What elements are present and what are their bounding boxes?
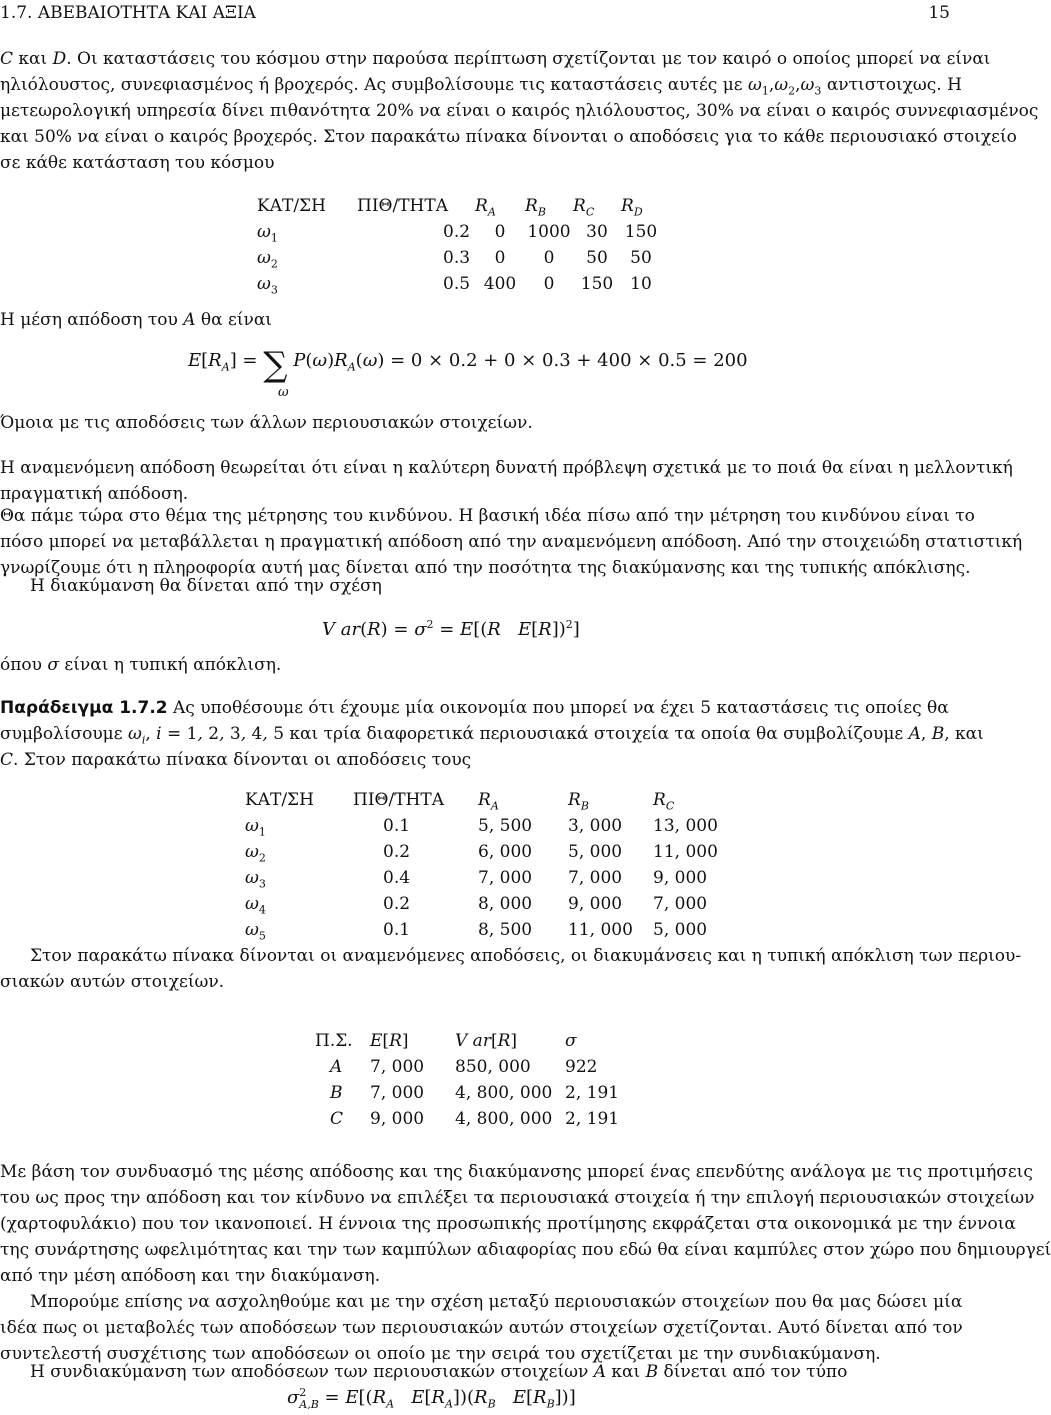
final-para1-line-4: της συνάρτησης ωφελιμότητας και την των καμπύλων αδιαφορίας που εδώ θα είναι καμπύλες στον χώρο που δημιουργεί (0, 1240, 1051, 1260)
intro-line-2: ηλιόλουστος, συνεφιασμένος ή βροχερός. Ας συμβολίσουμε τις καταστάσεις αυτές με $\omega_1,\omega_2,\omega_3$ αντιστοιχως. Η (0, 75, 962, 98)
equation-covariance: $\sigma^2_{A,B} = E[(R_A$ $E[R_A])(R_B$ $E[R_B]$)] (287, 1386, 576, 1411)
risk-text-line-2: πόσο μπορεί να μεταβάλλεται η πραγματική απόδοση από την αναμενόμενη απόδοση. Από την στοιχειώδη στατιστική (0, 532, 1023, 552)
table-row: $\omega_4$ 0.2 8, 000 9, 000 7, 000 (245, 894, 708, 917)
variance-intro: Η διακύμανση θα δίνεται από την σχέση (30, 576, 382, 596)
table-header: ΚΑΤ/ΣΗ (245, 790, 314, 810)
table-header-row (315, 1028, 619, 1054)
page-number: 15 (928, 3, 950, 23)
table-row: $\omega_5$ 0.1 8, 500 11, 000 5, 000 (245, 920, 708, 943)
table-row: $\omega_2$ 0.2 6, 000 5, 000 11, 000 (245, 842, 718, 865)
example-title: Παράδειγμα 1.7.2 (0, 698, 168, 718)
table-row: $\omega_1$ 0.1 5, 500 3, 000 13, 000 (245, 816, 718, 839)
equation-variance: V $ar(R) = \sigma^2 = E[(R$ E[R])$^2$] (322, 618, 580, 640)
intro-line-3: μετεωρολογική υπηρεσία δίνει πιθανότητα 20% να είναι ο καιρός ηλιόλουστος, 30% να είναι ο καιρός συννεφιασμένος (0, 101, 1039, 121)
table-header: ΠΙΘ/ΤΗΤΑ (357, 196, 448, 216)
table-row: $\omega_3$ 0.5 400 0 150 10 (257, 274, 652, 297)
final-para1-line-5: από την μέση απόδοση και την διακύμανση. (0, 1266, 381, 1286)
intro-line-1: C και D. Οι καταστάσεις του κόσμου στην παρούσα περίπτωση σχετίζονται με τον καιρό ο οποίος μπορεί να είναι (0, 49, 991, 69)
final-para2-line-3: συντελεστή συσχέτισης των αποδόσεων οι οποίο με την σειρά του σχετίζεται με την συνδιακύμανση. (0, 1344, 881, 1364)
table-header-row (245, 787, 723, 813)
table-row: B 7, 000 4, 800, 000 2, 191 (330, 1083, 620, 1103)
table-header-row (257, 193, 661, 219)
intro-line-4: και 50% να είναι ο καιρός βροχερός. Στον παρακάτω πίνακα δίνονται ο αποδόσεις για το κάθε περιουσιακό στοιχείο (0, 127, 1017, 147)
sigma-text: όπου σ είναι η τυπική απόκλιση. (0, 655, 282, 675)
stats-table (315, 1028, 619, 1132)
table-header: $R_A$ (478, 790, 499, 813)
table-row: $\omega_1$ 0.2 0 1000 30 150 (257, 222, 658, 245)
table-header: $R_A$ (475, 196, 496, 219)
table-row: C 9, 000 4, 800, 000 2, 191 (330, 1109, 620, 1129)
risk-text-line-1: Θα πάμε τώρα στο θέμα της μέτρησης του κινδύνου. Η βασική ιδέα πίσω από την μέτρηση του κινδύνου είναι το (0, 506, 975, 526)
table-header: $R_B$ (525, 196, 546, 219)
covariance-text: Η συνδιακύμανση των αποδόσεων των περιουσιακών στοιχείων A και B δίνεται από τον τύπο (30, 1362, 848, 1382)
table-row: A 7, 000 850, 000 922 (330, 1057, 598, 1077)
table-header: $R_B$ (568, 790, 589, 813)
final-para1-line-3: (χαρτοφυλάκιο) που τον ικανοποιεί. Η έννοια της προσωπικής προτίμησης εκφράζεται στα οικονομικά με την έννοια (0, 1214, 1016, 1234)
expected-text-line-2: πραγματική απόδοση. (0, 484, 189, 504)
similar-text: Όμοια με τις αποδόσεις των άλλων περιουσιακών στοιχείων. (0, 413, 533, 433)
intro-line-5: σε κάθε κατάσταση του κόσμου (0, 153, 275, 173)
final-para2-line-2: ιδέα πως οι μεταβολές των αποδόσεων των περιουσιακών αυτών στοιχείων σχετίζονται. Αυτό δίνεται από τον (0, 1318, 963, 1338)
table-header: Π.Σ. (315, 1031, 353, 1051)
returns-table-2 (245, 787, 723, 943)
risk-text-line-3: γνωρίζουμε ότι η πληροφορία αυτή μας δίνεται από την ποσότητα της διακύμανσης και της τυπικής απόκλισης. (0, 558, 971, 578)
equation-expected-return: $E[R_A]$ = ∑ $P(\omega)R_A(\omega) = 0 \times 0.2 + 0 \times 0.3 + 400 \times 0.5 = 200$ (188, 345, 748, 385)
table-header: V ar[R] (455, 1031, 518, 1051)
example-line-2: συμβολίσουμε $\omega_i$, i = 1, 2, 3, 4, 5 και τρία διαφορετικά περιουσιακά στοιχεία τα οποία θα συμβολίζουμε A, B, και (0, 724, 984, 747)
expected-text-line-1: Η αναμενόμενη απόδοση θεωρείται ότι είναι η καλύτερη δυνατή πρόβλεψη σχετικά με το ποιά θα είναι η μελλοντική (0, 458, 1013, 478)
final-para1-line-2: του ως προς την απόδοση και τον κίνδυνο να επιλέξει τα περιουσιακά στοιχεία ή την επιλογή περιουσιακών στοιχείων (0, 1188, 1035, 1208)
table-row: $\omega_2$ 0.3 0 0 50 50 (257, 248, 652, 271)
page-header (0, 0, 960, 26)
table-header: σ (565, 1031, 577, 1051)
section-title: 1.7. ΑΒΕΒΑΙΟΤΗΤΑ ΚΑΙ ΑΞΙΑ (0, 3, 256, 23)
table3-intro-line-2: σιακών αυτών στοιχείων. (0, 972, 225, 992)
table-header: $R_D$ (621, 196, 643, 219)
table-header: $R_C$ (573, 196, 595, 219)
table3-intro-line-1: Στον παρακάτω πίνακα δίνονται οι αναμενόμενες αποδόσεις, οι διακυμάνσεις και η τυπική απόκλιση των περιου- (30, 946, 1022, 966)
example-line-1: Παράδειγμα 1.7.2 Ας υποθέσουμε ότι έχουμε μία οικονομία που μπορεί να έχει 5 καταστάσεις τις οποίες θα (0, 698, 949, 718)
final-para1-line-1: Με βάση τον συνδυασμό της μέσης απόδοσης και της διακύμανσης μπορεί ένας επενδύτης ανάλογα με τις προτιμήσεις (0, 1162, 1033, 1182)
returns-table-1 (257, 193, 661, 297)
table-header: ΚΑΤ/ΣΗ (257, 196, 326, 216)
table-header: ΠΙΘ/ΤΗΤΑ (353, 790, 444, 810)
example-line-3: C. Στον παρακάτω πίνακα δίνονται οι αποδόσεις τους (0, 750, 472, 770)
sum-subscript: ω (278, 385, 289, 400)
sum-symbol: ∑ (263, 345, 288, 385)
table-header: $R_C$ (653, 790, 675, 813)
final-para2-line-1: Μπορούμε επίσης να ασχοληθούμε και με την σχέση μεταξύ περιουσιακών στοιχείων που θα μας δώσει μία (30, 1292, 963, 1312)
mean-return-label: Η μέση απόδοση του A θα είναι (0, 310, 272, 330)
table-row: $\omega_3$ 0.4 7, 000 7, 000 9, 000 (245, 868, 708, 891)
table-header: E[R] (370, 1031, 409, 1051)
